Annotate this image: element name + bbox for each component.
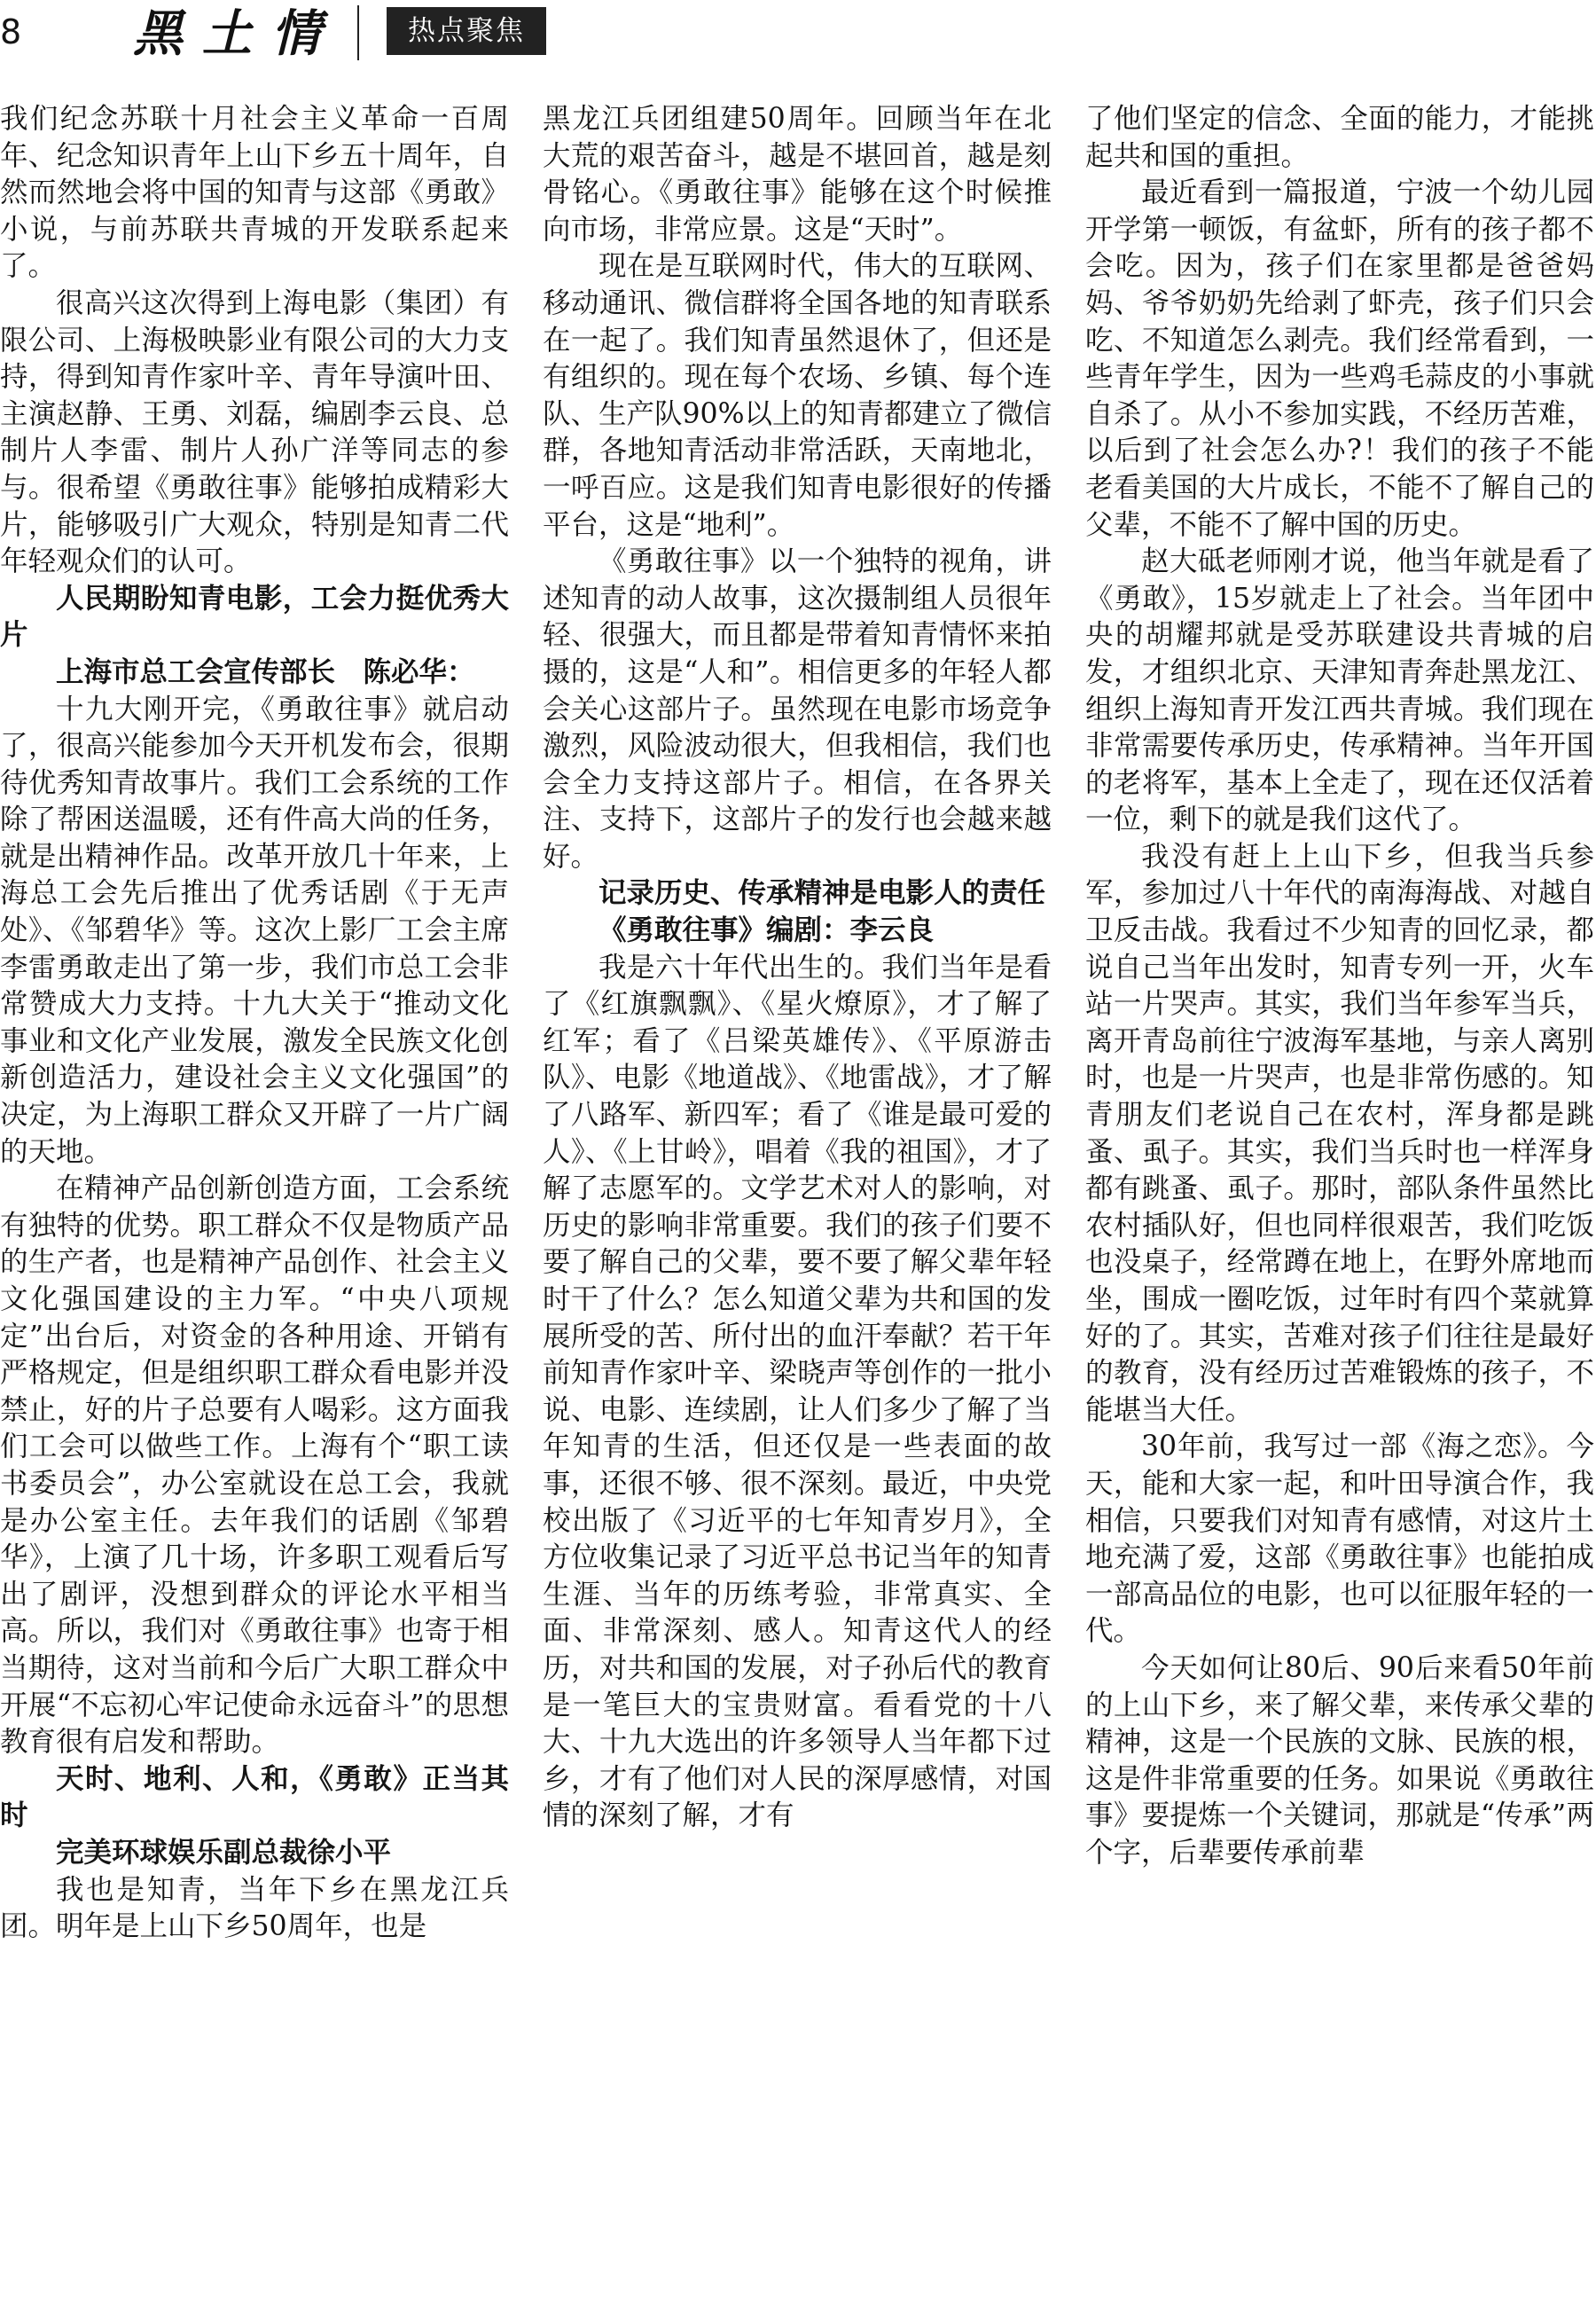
paragraph: 《勇敢往事》以一个独特的视角，讲述知青的动人故事，这次摄制组人员很年轻、很强大，而且都是带着知青情怀来拍摄的，这是“人和”。相信更多的年轻人都会关心这部片子。虽然现在电影市场竞争激烈，风险波动很大，但我相信，我们也会全力支持这部片子。相信，在各界关注、支持下，这部片子的发行也会越来越好。 <box>543 545 1052 873</box>
paragraph-continued: 黑龙江兵团组建50周年。回顾当年在北大荒的艰苦奋斗，越是不堪回首，越是刻骨铭心。《勇敢往事》能够在这个时候推向市场，非常应景。这是“天时”。 <box>543 103 1052 246</box>
speaker-line: 上海市总工会宣传部长 陈必华： <box>56 655 475 688</box>
paragraph: 很高兴这次得到上海电影（集团）有限公司、上海极映影业有限公司的大力支持，得到知青作家叶辛、青年导演叶田、主演赵静、王勇、刘磊，编剧李云良、总制片人李雷、制片人孙广洋等同志的参与。很希望《勇敢往事》能够拍成精彩大片，能够吸引广大观众，特别是知青二代年轻观众们的认可。 <box>0 286 509 578</box>
page-number: 8 <box>0 12 22 51</box>
paragraph: 今天如何让80后、90后来看50年前的上山下乡，来了解父辈，来传承父辈的精神，这是一个民族的文脉、民族的根，这是件非常重要的任务。如果说《勇敢往事》要提炼一个关键词，那就是“传承”两个字，后辈要传承前辈 <box>1085 1651 1594 1869</box>
paragraph: 最近看到一篇报道，宁波一个幼儿园开学第一顿饭，有盆虾，所有的孩子都不会吃。因为，孩子们在家里都是爸爸妈妈、爷爷奶奶先给剥了虾壳，孩子们只会吃、不知道怎么剥壳。我们经常看到，一些青年学生，因为一些鸡毛蒜皮的小事就自杀了。从小不参加实践，不经历苦难，以后到了社会怎么办?！我们的孩子不能老看美国的大片成长，不能不了解自己的父辈，不能不了解中国的历史。 <box>1085 176 1594 541</box>
section-tag: 热点聚焦 <box>387 7 546 55</box>
paragraph: 赵大砥老师刚才说，他当年就是看了《勇敢》，15岁就走上了社会。当年团中央的胡耀邦就是受苏联建设共青城的启发，才组织北京、天津知青奔赴黑龙江、组织上海知青开发江西共青城。我们现在非常需要传承历史，传承精神。当年开国的老将军，基本上全走了，现在还仅活着一位，剩下的就是我们这代了。 <box>1085 545 1594 836</box>
section-heading: 人民期盼知青电影，工会力挺优秀大片 <box>0 582 509 652</box>
section-heading: 天时、地利、人和，《勇敢》正当其时 <box>0 1762 509 1832</box>
paper-logo: 黑土情 <box>133 4 340 63</box>
paragraph: 十九大刚开完，《勇敢往事》就启动了，很高兴能参加今天开机发布会，很期待优秀知青故事片。我们工会系统的工作除了帮困送温暖，还有件高大尚的任务，就是出精神作品。改革开放几十年来，上海总工会先后推出了优秀话剧《于无声处》、《邹碧华》等。这次上影厂工会主席李雷勇敢走出了第一步，我们市总工会非常赞成大力支持。十九大关于“推动文化事业和文化产业发展，激发全民族文化创新创造活力，建设社会主义文化强国”的决定，为上海职工群众又开辟了一片广阔的天地。 <box>0 693 509 1168</box>
masthead-divider <box>357 5 359 60</box>
paragraph: 我没有赶上上山下乡，但我当兵参军，参加过八十年代的南海海战、对越自卫反击战。我看过不少知青的回忆录，都说自己当年出发时，知青专列一开，火车站一片哭声。其实，我们当年参军当兵，离开青岛前往宁波海军基地，与亲人离别时，也是一片哭声，也是非常伤感的。知青朋友们老说自己在农村，浑身都是跳蚤、虱子。其实，我们当兵时也一样浑身都有跳蚤、虱子。那时，部队条件虽然比农村插队好，但也同样很艰苦，我们吃饭也没桌子，经常蹲在地上，在野外席地而坐，围成一圈吃饭，过年时有四个菜就算好的了。其实，苦难对孩子们往往是最好的教育，没有经历过苦难锻炼的孩子，不能堪当大任。 <box>1085 840 1594 1426</box>
paragraph-continued: 了他们坚定的信念、全面的能力，才能挑起共和国的重担。 <box>1085 103 1594 172</box>
paragraph: 我也是知青，当年下乡在黑龙江兵团。明年是上山下乡50周年，也是 <box>0 1873 509 1943</box>
paragraph: 在精神产品创新创造方面，工会系统有独特的优势。职工群众不仅是物质产品的生产者，也是精神产品创作、社会主义文化强国建设的主力军。“中央八项规定”出台后，对资金的各种用途、开销有严格规定，但是组织职工群众看电影并没禁止，好的片子总要有人喝彩。这方面我们工会可以做些工作。上海有个“职工读书委员会”，办公室就设在总工会，我就是办公室主任。去年我们的话剧《邹碧华》，上演了几十场，许多职工观看后写出了剧评，没想到群众的评论水平相当高。所以，我们对《勇敢往事》也寄于相当期待，这对当前和今后广大职工群众中开展“不忘初心牢记使命永远奋斗”的思想教育很有启发和帮助。 <box>0 1172 509 1759</box>
speaker-line: 《勇敢往事》编剧：李云良 <box>598 914 935 947</box>
masthead <box>0 0 1596 71</box>
paragraph: 30年前，我写过一部《海之恋》。今天，能和大家一起，和叶田导演合作，我相信，只要我们对知青有感情，对这片土地充满了爱，这部《勇敢往事》也能拍成一部高品位的电影，也可以征服年轻的一代。 <box>1085 1431 1594 1648</box>
section-heading: 记录历史、传承精神是电影人的责任 <box>598 877 1046 910</box>
article-column-3 <box>1085 101 1594 2305</box>
paragraph: 我是六十年代出生的。我们当年是看了《红旗飘飘》、《星火燎原》，才了解了红军；看了《吕梁英雄传》、《平原游击队》、电影《地道战》、《地雷战》，才了解了八路军、新四军；看了《谁是最可爱的人》、《上甘岭》，唱着《我的祖国》，才了解了志愿军的。文学艺术对人的影响，对历史的影响非常重要。我们的孩子们要不要了解自己的父辈，要不要了解父辈年轻时干了什么？怎么知道父辈为共和国的发展所受的苦、所付出的血汗奉献？若干年前知青作家叶辛、梁晓声等创作的一批小说、电影、连续剧，让人们多少了解了当年知青的生活，但还仅是一些表面的故事，还很不够、很不深刻。最近，中央党校出版了《习近平的七年知青岁月》，全方位收集记录了习近平总书记当年的知青生涯、当年的历练考验，非常真实、全面、非常深刻、感人。知青这代人的经历，对共和国的发展，对子孙后代的教育是一笔巨大的宝贵财富。看看党的十八大、十九大选出的许多领导人当年都下过乡，才有了他们对人民的深厚感情，对国情的深刻了解，才有 <box>543 951 1052 1832</box>
speaker-line: 完美环球娱乐副总裁徐小平 <box>56 1836 392 1869</box>
article-column-1 <box>0 101 509 2305</box>
paragraph: 现在是互联网时代，伟大的互联网、移动通讯、微信群将全国各地的知青联系在一起了。我们知青虽然退休了，但还是有组织的。现在每个农场、乡镇、每个连队、生产队90%以上的知青都建立了微信群，各地知青活动非常活跃，天南地北，一呼百应。这是我们知青电影很好的传播平台，这是“地利”。 <box>543 250 1052 541</box>
paragraph-continued: 我们纪念苏联十月社会主义革命一百周年、纪念知识青年上山下乡五十周年，自然而然地会将中国的知青与这部《勇敢》小说，与前苏联共青城的开发联系起来了。 <box>0 103 509 283</box>
article-column-2 <box>543 101 1052 2305</box>
